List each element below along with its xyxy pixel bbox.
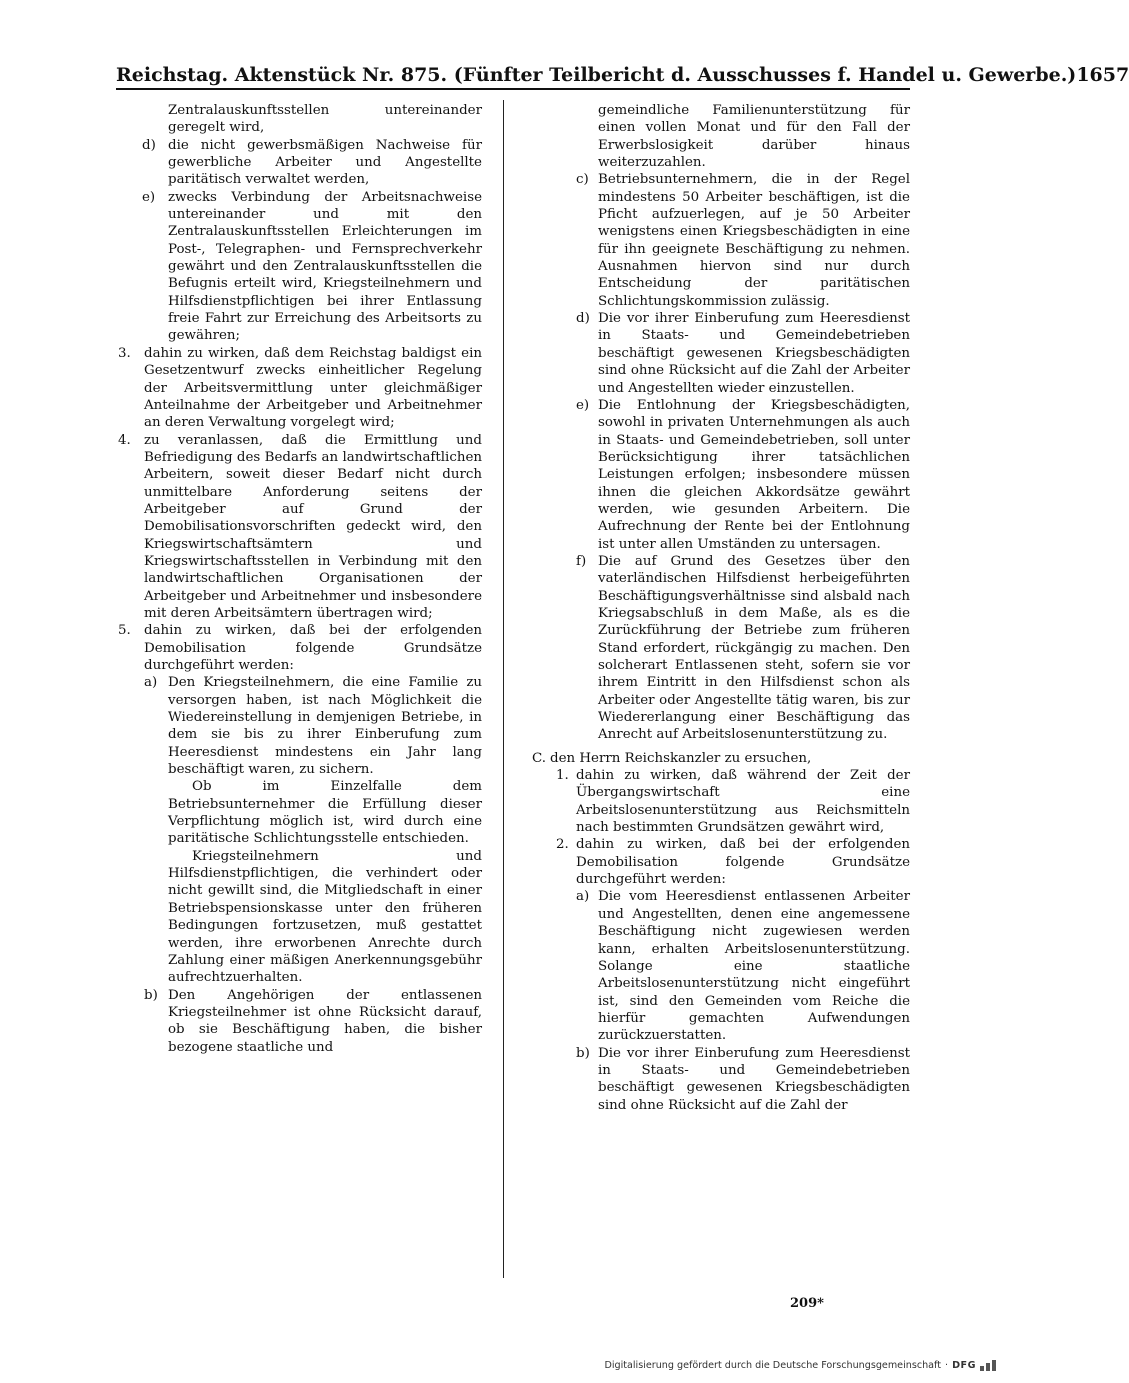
right-item-2 bbox=[532, 836, 910, 888]
item-label: a) bbox=[144, 675, 158, 691]
page-header bbox=[116, 58, 1129, 86]
item-text: die nicht gewerbsmäßigen Nachweise für gewerbliche Arbeiter und Angestellte paritätisch verwaltet werden, bbox=[168, 137, 482, 188]
left-item-5 bbox=[118, 622, 482, 674]
item-text: Die vor ihrer Einberufung zum Heeresdienst in Staats- und Gemeindebetrieben beschäftigt gewesenen Kriegsbeschädigten sind ohne Rücksicht auf die Zahl der bbox=[598, 1045, 910, 1113]
item-label: e) bbox=[142, 189, 156, 205]
dfg-logo-text: DFG bbox=[952, 1360, 976, 1371]
section-text: den Herrn Reichskanzler zu ersuchen, bbox=[550, 750, 812, 766]
left-item-4 bbox=[118, 432, 482, 623]
item-label: c) bbox=[576, 172, 589, 188]
right-intro: gemeindliche Familienunterstützung für einen vollen Monat und für den Fall der Erwerbslosigkeit darüber hinaus weiterzuzahlen. bbox=[598, 103, 910, 171]
item-text: Die vom Heeresdienst entlassenen Arbeiter und Angestellten, denen eine angemessene Beschäftigung nicht zugewiesen werden kann, erhalten Arbeitslosenunterstützung. Solange eine staatliche Arbeitslosenunterstützung nicht eingeführt ist, sind den Gemeinden vom Reiche die hierfür gemachten Aufwendungen zurückzuerstatten. bbox=[598, 889, 910, 1044]
item-label: 1. bbox=[556, 768, 569, 784]
item-label: 2. bbox=[556, 837, 569, 853]
left-item-a bbox=[118, 674, 482, 778]
item-label: b) bbox=[144, 987, 158, 1003]
left-paragraph: Kriegsteilnehmern und Hilfsdienstpflichtigen, die verhindert oder nicht gewillt sind, die Mitgliedschaft in einer Betriebspensionskasse unter den früheren Bedingungen fortzusetzen, muß gestattet werden, ihre erworbenen Anrechte durch Zahlung einer mäßigen Anerkennungsgebühr aufrechtzuerhalten. bbox=[168, 848, 482, 986]
item-text: dahin zu wirken, daß während der Zeit der Übergangswirtschaft eine Arbeitslosenunterstützung aus Reichsmitteln nach bestimmten Grundsätzen gewährt wird, bbox=[576, 768, 910, 836]
item-label: e) bbox=[576, 397, 590, 413]
right-item-1 bbox=[532, 767, 910, 836]
right-item-f bbox=[532, 553, 910, 744]
item-label: b) bbox=[576, 1045, 590, 1061]
left-item-d bbox=[118, 137, 482, 189]
item-text: dahin zu wirken, daß bei der erfolgenden Demobilisation folgende Grundsätze durchgeführt werden: bbox=[576, 837, 910, 888]
signature-mark: 209* bbox=[790, 1296, 824, 1311]
item-label: f) bbox=[576, 553, 587, 569]
footer bbox=[604, 1360, 980, 1371]
item-label: 4. bbox=[118, 432, 131, 448]
right-item-d bbox=[532, 310, 910, 397]
item-text: Die auf Grund des Gesetzes über den vaterländischen Hilfsdienst herbeigeführten Beschäftigungsverhältnisse sind alsbald nach Kriegsabschluß in dem Maße, als es die Zurückführung der Betriebe zum früheren Stand erfordert, rückgängig zu machen. Den solcherart Entlassenen steht, sofern sie vor ihrem Eintritt in den Hilfsdienst schon als Arbeiter oder Angestellte tätig waren, bis zur Wiedererlangung einer Beschäftigung das Anrecht auf Arbeitslosenunterstützung zu. bbox=[598, 553, 910, 743]
right-item-e bbox=[532, 397, 910, 553]
item-text: Die vor ihrer Einberufung zum Heeresdienst in Staats- und Gemeindebetrieben beschäftigt gewesenen Kriegsbeschädigten sind ohne Rücksicht auf die Zahl der Arbeiter und Angestellten wieder einzustellen. bbox=[598, 311, 910, 396]
item-label: 5. bbox=[118, 623, 131, 639]
right-section-C bbox=[532, 750, 910, 767]
item-label: d) bbox=[142, 137, 156, 153]
left-item-b bbox=[118, 987, 482, 1056]
left-item-e bbox=[118, 189, 482, 345]
right-item-a bbox=[532, 888, 910, 1044]
item-text: dahin zu wirken, daß bei der erfolgenden Demobilisation folgende Grundsätze durchgeführt werden: bbox=[144, 623, 482, 673]
footer-text: Digitalisierung gefördert durch die Deutsche Forschungsgemeinschaft bbox=[604, 1360, 942, 1371]
left-item-3 bbox=[118, 345, 482, 432]
item-text: Den Kriegsteilnehmern, die eine Familie zu versorgen haben, ist nach Möglichkeit die Wiedereinstellung in demjenigen Betriebe, in dem sie bis zu ihrer Einberufung zum Heeresdienst mindestens ein Jahr lang beschäftigt waren, zu sichern. bbox=[168, 675, 482, 778]
item-label: a) bbox=[576, 889, 590, 905]
header-rule bbox=[116, 88, 910, 90]
right-column bbox=[532, 102, 910, 1114]
item-text: zwecks Verbindung der Arbeitsnachweise untereinander und mit den Zentralauskunftsstellen Erleichterungen im Post-, Telegraphen- und Fernsprechverkehr gewährt und den Zentralauskunftsstellen die Befugnis erteilt wird, Kriegsteilnehmern und Hilfsdienstpflichtigen bei ihrer Entlassung freie Fahrt zur Erreichung des Arbeitsorts zu gewähren; bbox=[168, 189, 482, 344]
left-column bbox=[118, 102, 482, 1056]
page-number: 1657 bbox=[1076, 64, 1129, 86]
item-text: dahin zu wirken, daß dem Reichstag baldigst ein Gesetzentwurf zwecks einheitlicher Regelung der Arbeitsvermittlung unter gleichmäßiger Anteilnahme der Arbeitgeber und Arbeitnehmer an deren Verwaltung vorgelegt wird; bbox=[144, 345, 482, 431]
item-text: Betriebsunternehmern, die in der Regel mindestens 50 Arbeiter beschäftigen, ist die Pficht aufzuerlegen, auf je 50 Arbeiter wenigstens einen Kriegsbeschädigten in eine für ihn geeignete Beschäftigung zu nehmen. Ausnahmen hiervon sind nur durch Entscheidung der paritätischen Schlichtungskommission zulässig. bbox=[598, 172, 910, 309]
right-item-b bbox=[532, 1045, 910, 1114]
item-text: Den Angehörigen der entlassenen Kriegsteilnehmer ist ohne Rücksicht darauf, ob sie Beschäftigung haben, die bisher bezogene staatliche und bbox=[168, 987, 482, 1055]
right-item-c bbox=[532, 171, 910, 310]
item-text: zu veranlassen, daß die Ermittlung und Befriedigung des Bedarfs an landwirtschaftlichen Arbeitern, soweit dieser Bedarf nicht durch unmittelbare Anforderung seitens der Arbeitgeber auf Grund der Demobilisationsvorschriften gedeckt wird, den Kriegswirtschaftsämtern und Kriegswirtschaftsstellen in Verbindung mit den landwirtschaftlichen Organisationen der Arbeitgeber und Arbeitnehmer und insbesondere mit deren Arbeitsämtern übertragen wird; bbox=[144, 432, 482, 621]
column-divider bbox=[503, 100, 504, 1278]
footer-separator: · bbox=[945, 1360, 949, 1371]
item-label: 3. bbox=[118, 345, 131, 361]
left-paragraph: Ob im Einzelfalle dem Betriebsunternehmer die Erfüllung dieser Verpflichtung möglich ist, wird durch eine paritätische Schlichtungsstelle entschieden. bbox=[168, 779, 482, 847]
header-title: Reichstag. Aktenstück Nr. 875. (Fünfter Teilbericht d. Ausschusses f. Handel u. Gewerbe.) bbox=[116, 64, 1077, 86]
item-text: Die Entlohnung der Kriegsbeschädigten, sowohl in privaten Unternehmungen als auch in Staats- und Gemeindebetrieben, soll unter Berücksichtigung ihrer tatsächlichen Leistungen erfolgen; insbesondere müssen ihnen die gleichen Akkordsätze gewährt werden, wie gesunden Arbeitern. Die Aufrechnung der Rente bei der Entlohnung ist unter allen Umständen zu untersagen. bbox=[598, 397, 910, 552]
left-intro: Zentralauskunftsstellen untereinander geregelt wird, bbox=[168, 103, 482, 136]
item-label: d) bbox=[576, 311, 590, 327]
section-label: C. bbox=[532, 750, 547, 766]
